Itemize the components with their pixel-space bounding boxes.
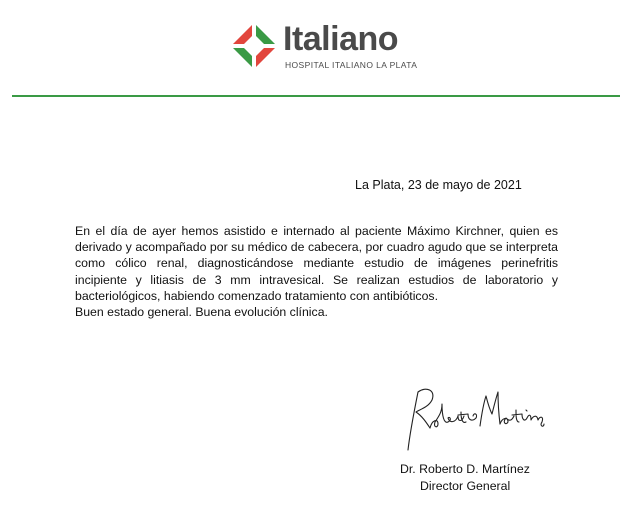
- letter-paragraph: En el día de ayer hemos asistido e internado al paciente Máximo Kirchner, quien es derivado y acompañado por su médico de cabecera, por cuadro agudo que se interpreta como cólico renal, diagnosticándose mediante estudio de imágenes perinefritis incipiente y litiasis de 3 mm intravesical. Se realizan estudios de laboratorio y bacteriológicos, habiendo comenzado tratamiento con antibióticos.: [75, 224, 558, 303]
- header-divider: [12, 95, 620, 97]
- logo-subtitle: HOSPITAL ITALIANO LA PLATA: [285, 60, 418, 70]
- signer-name: Dr. Roberto D. Martínez: [400, 462, 530, 476]
- logo-wordmark: Italiano: [283, 20, 399, 58]
- handwritten-signature: [398, 382, 548, 454]
- signer-title: Director General: [420, 479, 511, 493]
- hospital-logo-icon: [230, 22, 278, 70]
- letter-body: [75, 223, 558, 320]
- letter-date: La Plata, 23 de mayo de 2021: [355, 178, 522, 192]
- letter-paragraph: Buen estado general. Buena evolución clínica.: [75, 305, 328, 320]
